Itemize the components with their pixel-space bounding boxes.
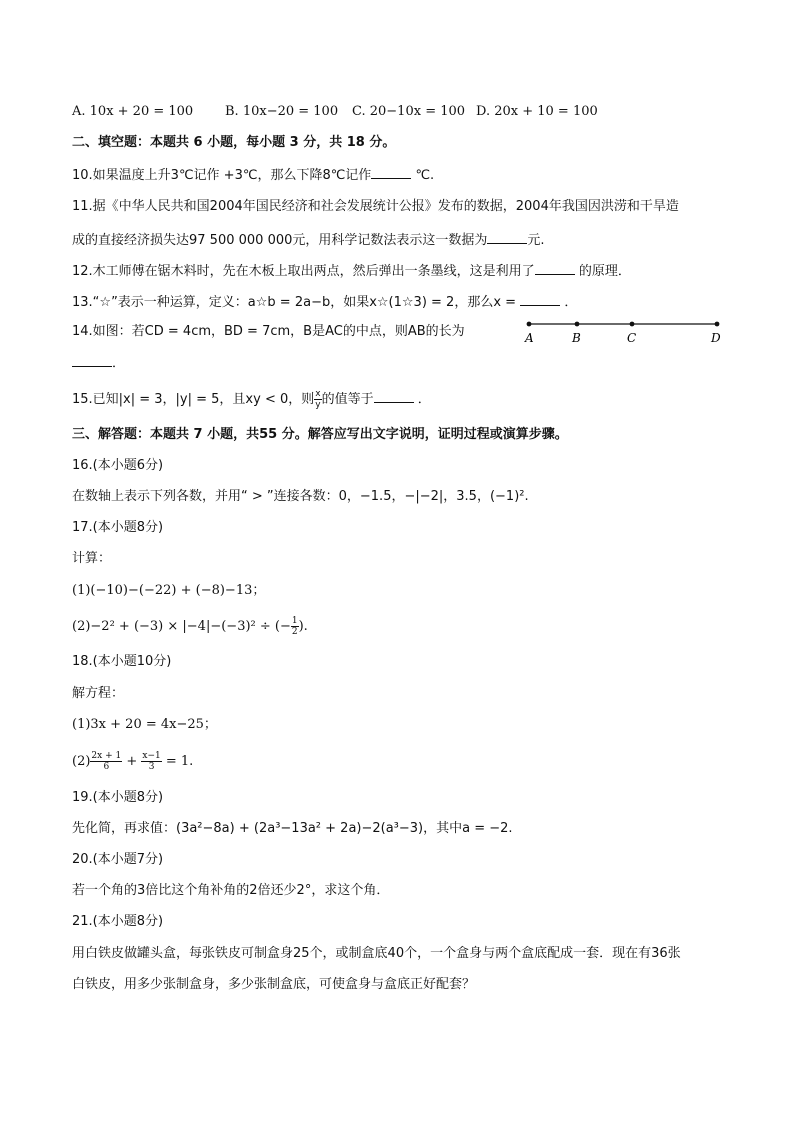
question-13	[72, 292, 577, 312]
q14-tail: ．	[112, 356, 126, 371]
q9-option-a: A. 10x + 20 = 100	[72, 104, 194, 119]
q9-option-d: D. 20x + 10 = 100	[476, 104, 598, 119]
q16-title: 16.(本小题6分)	[72, 458, 164, 473]
q21-line1: 用白铁皮做罐头盒，每张铁皮可制盒身25个，或制盒底40个，一个盒身与两个盒底配成一套．现在有36张	[72, 946, 681, 961]
q18-intro: 解方程：	[72, 686, 125, 701]
point-d-dot	[715, 322, 720, 327]
q17-intro: 计算：	[72, 551, 112, 566]
q10-text: 10.如果温度上升3℃记作 +3℃，那么下降8℃记作	[72, 168, 372, 183]
q14-answer-blank	[72, 353, 112, 367]
q21-line2: 白铁皮，用多少张制盒身，多少张制盒底，可使盒身与盒底正好配套？	[72, 977, 476, 992]
point-a-label: A	[525, 331, 534, 345]
q16-body: 在数轴上表示下列各数，并用“ > ”连接各数：0，−1.5，−|−2|，3.5，(−1)².	[72, 489, 529, 504]
question-14-answer	[72, 353, 125, 373]
segment-diagram	[521, 316, 727, 350]
q21-title: 21.(本小题8分)	[72, 914, 164, 929]
point-d-label: D	[711, 331, 721, 345]
q18-part2-label: (2)	[72, 754, 91, 769]
question-11-line1: 11.据《中华人民共和国2004年国民经济和社会发展统计公报》发布的数据，2004年我国因洪涝和干旱造	[72, 199, 679, 214]
q18-fraction-2	[141, 751, 161, 772]
point-c-dot	[630, 322, 635, 327]
q11-text: 成的直接经济损失达97 500 000 000元，用科学记数法表示这一数据为	[72, 233, 488, 248]
q11-answer-blank	[487, 230, 527, 244]
q13-tail: ．	[564, 295, 578, 310]
question-14: 14.如图：若CD = 4cm，BD = 7cm，B是AC的中点，则AB的长为	[72, 324, 465, 339]
q18-part2	[72, 751, 193, 772]
q19-title: 19.(本小题8分)	[72, 790, 164, 805]
q20-body: 若一个角的3倍比这个角补角的2倍还少2°，求这个角．	[72, 883, 390, 898]
point-b-label: B	[572, 331, 581, 345]
section3-heading: 三、解答题：本题共 7 小题，共55 分。解答应写出文字说明，证明过程或演算步骤。	[72, 427, 568, 442]
q12-answer-blank	[535, 261, 575, 275]
question-10	[72, 165, 434, 185]
q18-title: 18.(本小题10分)	[72, 654, 172, 669]
q9-option-c: C. 20−10x = 100	[352, 104, 466, 119]
question-15	[72, 389, 431, 410]
q18-plus: +	[126, 754, 138, 769]
q15-frac-num: x	[315, 389, 321, 399]
q17-part2-expr: (2)−2² + (−3) × |−4|−(−3)² ÷ (−	[72, 619, 291, 634]
q18-fraction-1	[90, 751, 122, 772]
q17-part2	[72, 616, 308, 637]
q18-part2-tail: = 1.	[165, 754, 194, 769]
q17-frac-num: 1	[291, 616, 298, 626]
q18-f2-num: x−1	[142, 751, 161, 761]
q13-answer-blank	[520, 292, 560, 306]
q20-title: 20.(本小题7分)	[72, 852, 164, 867]
q11-unit: 元.	[527, 233, 545, 248]
q17-part2-fraction	[291, 616, 299, 637]
q18-f2-den: 3	[148, 762, 155, 772]
q15-tail: ．	[417, 392, 431, 407]
q12-tail: 的原理．	[578, 264, 631, 279]
q10-unit: ℃.	[415, 168, 435, 183]
section2-heading: 二、填空题：本题共 6 小题，每小题 3 分，共 18 分。	[72, 135, 396, 150]
point-c-label: C	[627, 331, 637, 345]
q17-part1: (1)(−10)−(−22) + (−8)−13；	[72, 583, 266, 598]
q15-answer-blank	[374, 389, 414, 403]
q17-frac-den: 2	[291, 627, 298, 637]
q15-frac-den: y	[315, 400, 321, 410]
q15-text: 15.已知|x| = 3，|y| = 5，且xy < 0，则	[72, 392, 315, 407]
q10-answer-blank	[371, 165, 411, 179]
q18-part1: (1)3x + 20 = 4x−25；	[72, 717, 217, 732]
q18-f1-num: 2x + 1	[91, 751, 122, 761]
point-b-dot	[575, 322, 580, 327]
point-a-dot	[527, 322, 532, 327]
q9-options	[72, 103, 598, 121]
q18-f1-den: 6	[103, 762, 110, 772]
q9-option-b: B. 10x−20 = 100	[225, 104, 339, 119]
q12-text: 12.木工师傅在锯木料时，先在木板上取出两点，然后弹出一条墨线，这是利用了	[72, 264, 535, 279]
q17-part2-tail: ).	[298, 619, 308, 634]
q15-mid: 的值等于	[321, 392, 374, 407]
question-11-line2	[72, 230, 545, 250]
q15-fraction	[314, 389, 321, 410]
question-12	[72, 261, 631, 281]
q19-body: 先化简，再求值：(3a²−8a) + (2a³−13a² + 2a)−2(a³−3)，其中a = −2.	[72, 821, 513, 836]
q13-text: 13.“☆”表示一种运算，定义：a☆b = 2a−b，如果x☆(1☆3) = 2，那么x =	[72, 295, 517, 310]
q17-title: 17.(本小题8分)	[72, 520, 164, 535]
